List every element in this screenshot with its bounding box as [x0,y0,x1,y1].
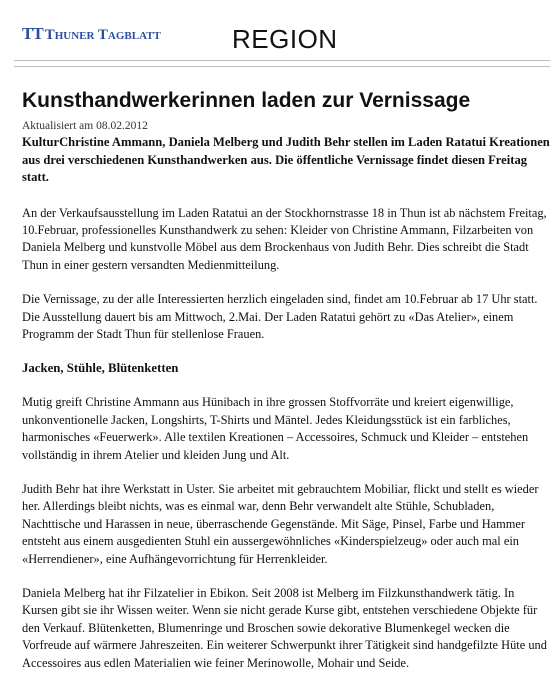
article-paragraph: Judith Behr hat ihre Werkstatt in Uster. Sie arbeitet mit gebrauchtem Mobiliar, flickt und stellt es wieder her. Allerdings bleibt nichts, was es einmal war, denn Behr verwandelt alte Stühle, Schubladen, Nachttische und Harassen in neue, überraschende Gegenstände. Mit Säge, Pinsel, Farbe und Hammer entsteht aus einem ausgedienten Stuhl ein aussergewöhnliches «Kinderspielzeug» oder auch mal ein «Herrendiener», eine Aufhängevorrichtung für Herrenkleider. [22,481,539,566]
section-label: REGION [232,24,338,54]
masthead [0,0,560,72]
article-subheading: Jacken, Stühle, Blütenketten [22,361,179,376]
masthead-divider-top [14,60,550,61]
article [22,88,550,672]
logo-wordmark: Thuner Tagblatt [44,27,161,43]
logo-monogram: TT [22,24,43,43]
article-paragraph: Mutig greift Christine Ammann aus Hünibach in ihre grossen Stoffvorräte und kreiert eigenwillige, unkonventionelle Jacken, Longshirts, T-Shirts und Mäntel. Jedes Kleidungsstück ist ein farbliches, harmonisches «Feuerwerk». Alle textilen Kreationen – Accessoires, Schmuck und Kleider – entstehen vollständig in ihrem Atelier und kleiden Jung und Alt. [22,395,529,462]
article-paragraph: An der Verkaufsausstellung im Laden Ratatui an der Stockhornstrasse 18 in Thun ist ab nächstem Freitag, 10.Februar, professionelles Kunsthandwerk zu sehen: Kleider von Christine Ammann, Filzarbeiten von Daniela Melberg und kunstvolle Möbel aus dem Brockenhaus von Judith Behr. Dies schreibt die Stadt Thun in einer gestern versandten Medienmitteilung. [22,205,547,272]
article-paragraph: Die Vernissage, zu der alle Interessierten herzlich eingeladen sind, findet am 10.Februar ab 17 Uhr statt. Die Ausstellung dauert bis am Mittwoch, 2.Mai. Der Laden Ratatui gehört zu «Das Atelier», einem Programm der Stadt Thun für stellenlose Frauen. [22,292,538,341]
article-paragraph: Daniela Melberg hat ihr Filzatelier in Ebikon. Seit 2008 ist Melberg im Filzkunsthandwerk tätig. In Kursen gibt sie ihr Wissen weiter. Wenn sie nicht gerade Kurse gibt, entstehen verschiedene Objekte für den Verkauf. Blütenketten, Blumenringe und Broschen sowie dekorative Blumenkegel wecken die Vorfreude auf wärmere Jahreszeiten. Ein weiterer Schwerpunkt ihrer Tätigkeit sind handgefilzte Hüte und Accessoires aus edlen Materialien wie feiner Merinowolle, Mohair und Seide. [22,586,547,670]
article-title: Kunsthandwerkerinnen laden zur Vernissage [22,89,471,112]
masthead-divider-bottom [14,66,550,67]
article-updated-date: Aktualisiert am 08.02.2012 [22,120,148,132]
newspaper-logo [22,24,161,44]
article-lead: KulturChristine Ammann, Daniela Melberg und Judith Behr stellen im Laden Ratatui Kreationen aus drei verschiedenen Kunsthandwerken aus. Die öffentliche Vernissage findet diesen Freitag statt. [22,135,550,184]
